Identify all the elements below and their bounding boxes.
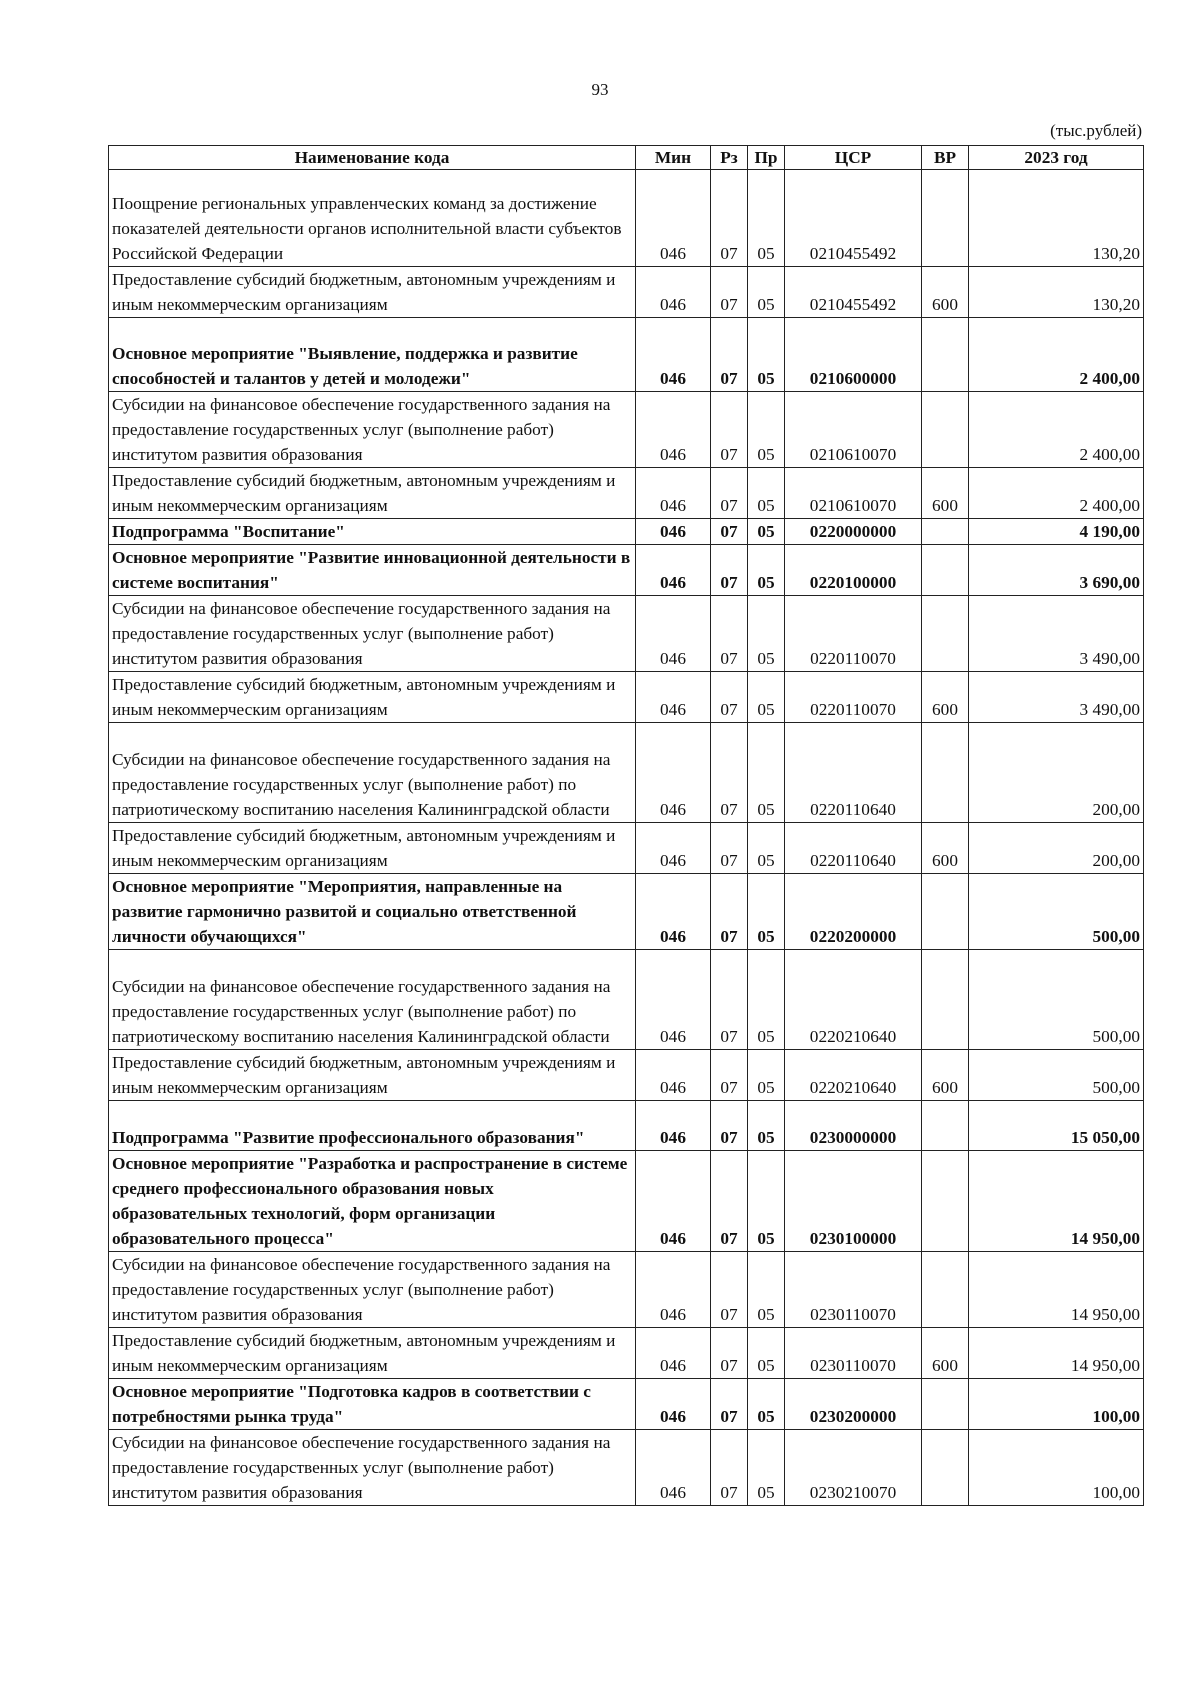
row-amount: 130,20 <box>969 170 1144 267</box>
row-min: 046 <box>636 1252 711 1328</box>
table-row <box>109 1252 1144 1328</box>
row-rz: 07 <box>711 1430 748 1506</box>
row-name: Поощрение региональных управленческих команд за достижение показателей деятельности органов исполнительной власти субъектов Российской Федерации <box>109 170 636 267</box>
row-csr: 0210455492 <box>785 170 922 267</box>
column-header-min: Мин <box>636 146 711 170</box>
row-csr: 0220210640 <box>785 950 922 1050</box>
table-row <box>109 318 1144 392</box>
row-rz: 07 <box>711 723 748 823</box>
row-min: 046 <box>636 392 711 468</box>
row-amount: 14 950,00 <box>969 1151 1144 1252</box>
table-row <box>109 545 1144 596</box>
row-rz: 07 <box>711 318 748 392</box>
row-vr <box>922 723 969 823</box>
row-vr: 600 <box>922 1328 969 1379</box>
row-vr <box>922 1151 969 1252</box>
row-csr: 0220110070 <box>785 596 922 672</box>
table-header-row <box>109 146 1144 170</box>
table-row <box>109 1430 1144 1506</box>
row-amount: 200,00 <box>969 723 1144 823</box>
row-name: Субсидии на финансовое обеспечение государственного задания на предоставление государственных услуг (выполнение работ) институтом развития образования <box>109 392 636 468</box>
row-pr: 05 <box>748 267 785 318</box>
row-rz: 07 <box>711 1328 748 1379</box>
row-csr: 0210455492 <box>785 267 922 318</box>
row-rz: 07 <box>711 170 748 267</box>
row-csr: 0230100000 <box>785 1151 922 1252</box>
row-name: Основное мероприятие "Выявление, поддержка и развитие способностей и талантов у детей и молодежи" <box>109 318 636 392</box>
units-label: (тыс.рублей) <box>1050 121 1142 140</box>
row-rz: 07 <box>711 392 748 468</box>
row-pr: 05 <box>748 392 785 468</box>
row-vr <box>922 1379 969 1430</box>
table-row <box>109 519 1144 545</box>
row-min: 046 <box>636 468 711 519</box>
row-name: Основное мероприятие "Развитие инновационной деятельности в системе воспитания" <box>109 545 636 596</box>
row-amount: 14 950,00 <box>969 1252 1144 1328</box>
table-row <box>109 468 1144 519</box>
row-min: 046 <box>636 672 711 723</box>
row-name: Субсидии на финансовое обеспечение государственного задания на предоставление государственных услуг (выполнение работ) институтом развития образования <box>109 596 636 672</box>
row-name: Подпрограмма "Развитие профессионального образования" <box>109 1101 636 1151</box>
row-vr <box>922 1101 969 1151</box>
row-min: 046 <box>636 596 711 672</box>
row-rz: 07 <box>711 519 748 545</box>
row-name: Предоставление субсидий бюджетным, автономным учреждениям и иным некоммерческим организациям <box>109 468 636 519</box>
row-csr: 0210610070 <box>785 392 922 468</box>
column-header-vr: ВР <box>922 146 969 170</box>
table-row <box>109 170 1144 267</box>
row-min: 046 <box>636 267 711 318</box>
page-number: 93 <box>591 80 609 99</box>
row-name: Субсидии на финансовое обеспечение государственного задания на предоставление государственных услуг (выполнение работ) институтом развития образования <box>109 1430 636 1506</box>
row-csr: 0220210640 <box>785 1050 922 1101</box>
row-csr: 0220110640 <box>785 723 922 823</box>
row-min: 046 <box>636 1101 711 1151</box>
row-amount: 200,00 <box>969 823 1144 874</box>
row-pr: 05 <box>748 1379 785 1430</box>
row-vr <box>922 1430 969 1506</box>
row-min: 046 <box>636 1328 711 1379</box>
row-rz: 07 <box>711 950 748 1050</box>
row-amount: 15 050,00 <box>969 1101 1144 1151</box>
row-amount: 500,00 <box>969 950 1144 1050</box>
row-name: Подпрограмма "Воспитание" <box>109 519 636 545</box>
table-row <box>109 874 1144 950</box>
row-pr: 05 <box>748 823 785 874</box>
row-rz: 07 <box>711 1252 748 1328</box>
row-pr: 05 <box>748 1430 785 1506</box>
row-vr <box>922 392 969 468</box>
table-row <box>109 1050 1144 1101</box>
row-name: Основное мероприятие "Подготовка кадров в соответствии с потребностями рынка труда" <box>109 1379 636 1430</box>
row-min: 046 <box>636 723 711 823</box>
table-row <box>109 1328 1144 1379</box>
row-vr <box>922 318 969 392</box>
table-row <box>109 950 1144 1050</box>
table-row <box>109 823 1144 874</box>
row-rz: 07 <box>711 1379 748 1430</box>
row-amount: 130,20 <box>969 267 1144 318</box>
row-csr: 0220100000 <box>785 545 922 596</box>
row-amount: 500,00 <box>969 1050 1144 1101</box>
row-name: Основное мероприятие "Разработка и распространение в системе среднего профессионального образования новых образовательных технологий, форм организации образовательного процесса" <box>109 1151 636 1252</box>
row-csr: 0230000000 <box>785 1101 922 1151</box>
row-vr <box>922 874 969 950</box>
row-name: Предоставление субсидий бюджетным, автономным учреждениям и иным некоммерческим организациям <box>109 672 636 723</box>
table-row <box>109 672 1144 723</box>
table-row <box>109 596 1144 672</box>
row-amount: 2 400,00 <box>969 468 1144 519</box>
row-amount: 14 950,00 <box>969 1328 1144 1379</box>
row-csr: 0230210070 <box>785 1430 922 1506</box>
row-amount: 3 490,00 <box>969 596 1144 672</box>
row-vr: 600 <box>922 1050 969 1101</box>
row-min: 046 <box>636 519 711 545</box>
row-pr: 05 <box>748 950 785 1050</box>
row-min: 046 <box>636 874 711 950</box>
row-amount: 2 400,00 <box>969 318 1144 392</box>
row-name: Субсидии на финансовое обеспечение государственного задания на предоставление государственных услуг (выполнение работ) институтом развития образования <box>109 1252 636 1328</box>
row-rz: 07 <box>711 672 748 723</box>
row-csr: 0220000000 <box>785 519 922 545</box>
row-pr: 05 <box>748 723 785 823</box>
row-rz: 07 <box>711 596 748 672</box>
row-rz: 07 <box>711 468 748 519</box>
row-pr: 05 <box>748 1050 785 1101</box>
row-min: 046 <box>636 318 711 392</box>
row-vr <box>922 170 969 267</box>
row-csr: 0220110070 <box>785 672 922 723</box>
row-rz: 07 <box>711 874 748 950</box>
row-name: Субсидии на финансовое обеспечение государственного задания на предоставление государственных услуг (выполнение работ) по патриотическому воспитанию населения Калининградской области <box>109 723 636 823</box>
row-amount: 2 400,00 <box>969 392 1144 468</box>
row-min: 046 <box>636 823 711 874</box>
row-rz: 07 <box>711 1101 748 1151</box>
row-min: 046 <box>636 1151 711 1252</box>
row-pr: 05 <box>748 874 785 950</box>
row-vr: 600 <box>922 672 969 723</box>
row-vr <box>922 950 969 1050</box>
row-vr <box>922 596 969 672</box>
row-min: 046 <box>636 950 711 1050</box>
row-csr: 0230110070 <box>785 1252 922 1328</box>
row-vr <box>922 1252 969 1328</box>
row-pr: 05 <box>748 1328 785 1379</box>
row-pr: 05 <box>748 1151 785 1252</box>
row-min: 046 <box>636 1379 711 1430</box>
row-csr: 0220110640 <box>785 823 922 874</box>
row-vr <box>922 545 969 596</box>
row-rz: 07 <box>711 267 748 318</box>
row-name: Предоставление субсидий бюджетным, автономным учреждениям и иным некоммерческим организациям <box>109 1328 636 1379</box>
row-min: 046 <box>636 1050 711 1101</box>
column-header-amount: 2023 год <box>969 146 1144 170</box>
table-row <box>109 1151 1144 1252</box>
row-pr: 05 <box>748 170 785 267</box>
row-pr: 05 <box>748 468 785 519</box>
row-pr: 05 <box>748 519 785 545</box>
table-row <box>109 392 1144 468</box>
row-vr <box>922 519 969 545</box>
row-amount: 500,00 <box>969 874 1144 950</box>
row-min: 046 <box>636 1430 711 1506</box>
row-amount: 3 490,00 <box>969 672 1144 723</box>
row-rz: 07 <box>711 1050 748 1101</box>
row-csr: 0230110070 <box>785 1328 922 1379</box>
row-amount: 3 690,00 <box>969 545 1144 596</box>
row-vr: 600 <box>922 468 969 519</box>
row-amount: 100,00 <box>969 1379 1144 1430</box>
row-rz: 07 <box>711 1151 748 1252</box>
row-amount: 100,00 <box>969 1430 1144 1506</box>
column-header-name: Наименование кода <box>109 146 636 170</box>
row-csr: 0230200000 <box>785 1379 922 1430</box>
row-min: 046 <box>636 545 711 596</box>
row-pr: 05 <box>748 1101 785 1151</box>
row-pr: 05 <box>748 1252 785 1328</box>
row-csr: 0210610070 <box>785 468 922 519</box>
budget-table <box>108 145 1144 1506</box>
row-rz: 07 <box>711 823 748 874</box>
column-header-rz: Рз <box>711 146 748 170</box>
row-name: Предоставление субсидий бюджетным, автономным учреждениям и иным некоммерческим организациям <box>109 1050 636 1101</box>
column-header-pr: Пр <box>748 146 785 170</box>
row-pr: 05 <box>748 596 785 672</box>
table-body <box>109 170 1144 1506</box>
table-row <box>109 1101 1144 1151</box>
row-name: Предоставление субсидий бюджетным, автономным учреждениям и иным некоммерческим организациям <box>109 267 636 318</box>
table-row <box>109 267 1144 318</box>
row-pr: 05 <box>748 672 785 723</box>
row-name: Предоставление субсидий бюджетным, автономным учреждениям и иным некоммерческим организациям <box>109 823 636 874</box>
row-csr: 0220200000 <box>785 874 922 950</box>
row-pr: 05 <box>748 318 785 392</box>
row-pr: 05 <box>748 545 785 596</box>
row-vr: 600 <box>922 267 969 318</box>
row-csr: 0210600000 <box>785 318 922 392</box>
row-rz: 07 <box>711 545 748 596</box>
table-row <box>109 1379 1144 1430</box>
row-amount: 4 190,00 <box>969 519 1144 545</box>
row-min: 046 <box>636 170 711 267</box>
row-name: Субсидии на финансовое обеспечение государственного задания на предоставление государственных услуг (выполнение работ) по патриотическому воспитанию населения Калининградской области <box>109 950 636 1050</box>
table-row <box>109 723 1144 823</box>
row-vr: 600 <box>922 823 969 874</box>
column-header-csr: ЦСР <box>785 146 922 170</box>
row-name: Основное мероприятие "Мероприятия, направленные на развитие гармонично развитой и социально ответственной личности обучающихся" <box>109 874 636 950</box>
